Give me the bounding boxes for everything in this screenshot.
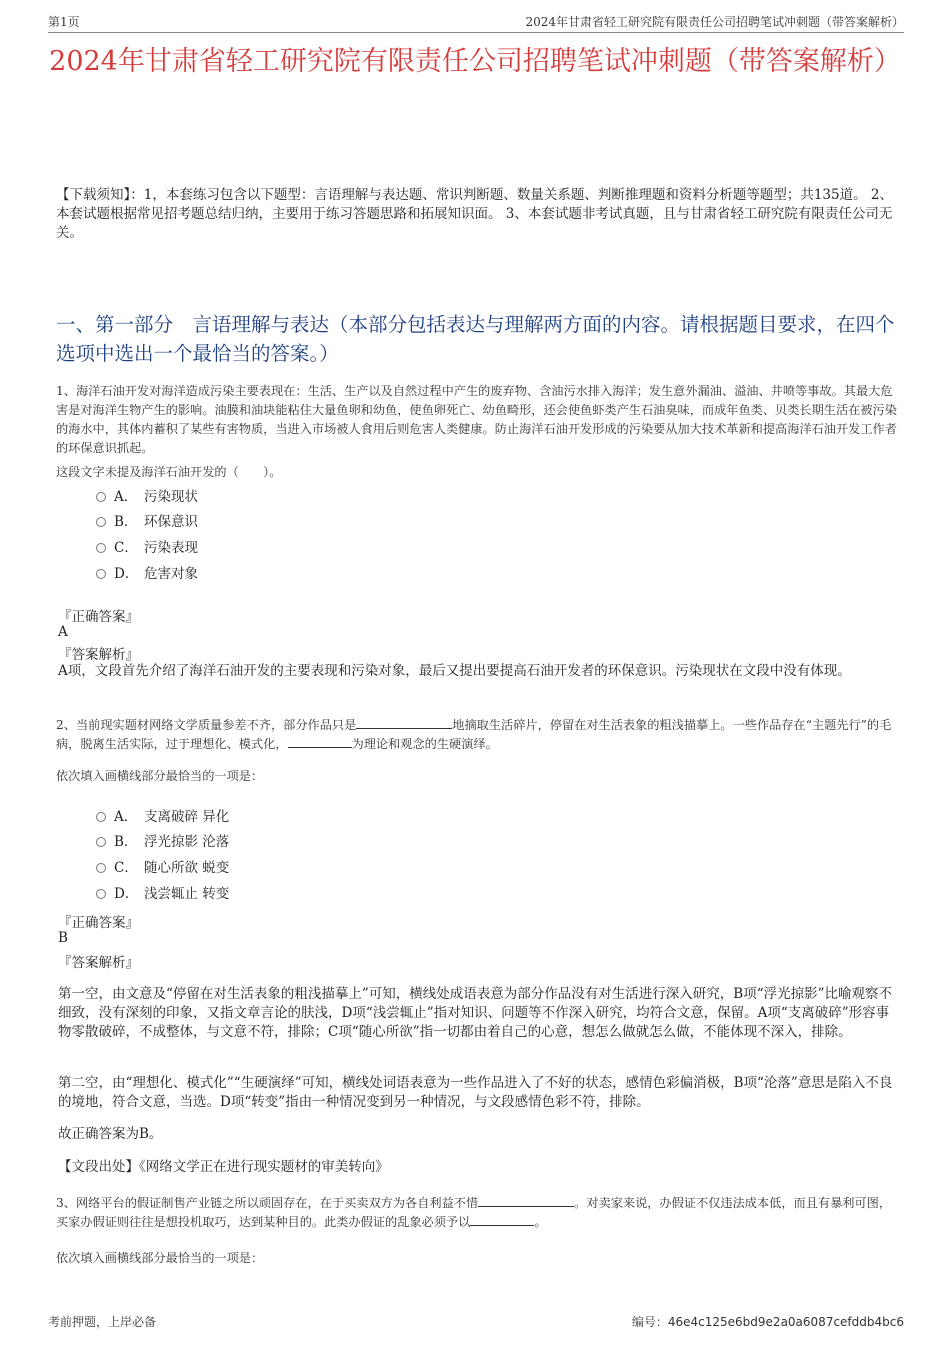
answer-blank xyxy=(470,1213,534,1226)
q1-option-c[interactable]: C． 污染表现 xyxy=(96,533,198,559)
page-title: 2024年甘肃省轻工研究院有限责任公司招聘笔试冲刺题（带答案解析） xyxy=(49,46,901,77)
q2-passage: 2、当前现实题材网络文学质量参差不齐，部分作品只是 地摘取生活碎片，停留在对生活表象的粗浅描摹上。一些作品存在“主题先行”的毛病，脱离生活实际，过于理想化、模式化， 为理论和观念的生硬演绎。 xyxy=(56,718,892,751)
q1-option-a[interactable]: A． 污染现状 xyxy=(96,482,198,508)
q2-prompt: 依次填入画横线部分最恰当的一项是： xyxy=(56,769,264,783)
q1-options xyxy=(96,482,198,584)
q2-option-b[interactable]: B． 浮光掠影 沦落 xyxy=(96,828,229,854)
radio-icon[interactable] xyxy=(96,543,106,553)
section-heading: 一、第一部分 言语理解与表达（本部分包括表达与理解两方面的内容。请根据题目要求，在四个选项中选出一个最恰当的答案。） xyxy=(56,313,895,365)
radio-icon[interactable] xyxy=(96,837,106,847)
footer-doc-code: 编号：46e4c125e6bd9e2a0a6087cefddb4bc6 xyxy=(631,1315,904,1329)
answer-blank xyxy=(288,735,352,748)
q3-prompt: 依次填入画横线部分最恰当的一项是： xyxy=(56,1251,264,1265)
q1-correct-label: 『正确答案』 xyxy=(58,609,139,625)
radio-icon[interactable] xyxy=(96,889,106,899)
q2-option-d[interactable]: D． 浅尝辄止 转变 xyxy=(96,879,229,905)
q2-analysis-label: 『答案解析』 xyxy=(58,955,139,971)
radio-icon[interactable] xyxy=(96,517,106,527)
q1-analysis-label: 『答案解析』 xyxy=(58,647,139,663)
q2-option-a[interactable]: A． 支离破碎 异化 xyxy=(96,802,229,828)
download-notice: 【下载须知】：1，本套练习包含以下题型：言语理解与表达题、常识判断题、数量关系题、判断推理题和资料分析题等题型；共135道。 2、本套试题根据常见招考题总结归纳，主要用于练习答题思路和拓展知识面。 3、本套试题非考试真题，且与甘肃省轻工研究院有限责任公司无关。 xyxy=(56,187,893,241)
footer-slogan: 考前押题，上岸必备 xyxy=(48,1315,157,1329)
q3-passage: 3、网络平台的假证制售产业链之所以顽固存在，在于买卖双方为各自利益不惜 。对卖家来说，办假证不仅违法成本低，而且有暴利可图，买家办假证则往往是想投机取巧，达到某种目的。此类办假证的乱象必须予以 。 xyxy=(56,1196,892,1229)
q1-passage: 1、海洋石油开发对海洋造成污染主要表现在：生活、生产以及自然过程中产生的废弃物、含油污水排入海洋；发生意外漏油、溢油、井喷等事故。其最大危害是对海洋生物产生的影响。油膜和油块能粘住大量鱼卵和幼鱼，使鱼卵死亡、幼鱼畸形，还会使鱼虾类产生石油臭味，而成年鱼类、贝类长期生活在被污染的海水中，其体内蓄积了某些有害物质，当进入市场被人食用后则危害人类健康。防止海洋石油开发形成的污染要从加大技术革新和提高海洋石油开发工作者的环保意识抓起。 xyxy=(56,384,897,455)
answer-blank xyxy=(356,716,452,729)
q1-answer: A xyxy=(58,624,68,640)
answer-blank xyxy=(478,1194,574,1207)
q1-option-b[interactable]: B． 环保意识 xyxy=(96,508,198,534)
header-doc-title: 2024年甘肃省轻工研究院有限责任公司招聘笔试冲刺题（带答案解析） xyxy=(525,15,904,29)
q2-options xyxy=(96,802,229,904)
q1-option-d[interactable]: D． 危害对象 xyxy=(96,559,198,585)
q2-analysis-p2: 第二空，由“理想化、模式化”“生硬演绎”可知，横线处词语表意为一些作品进入了不好的状态，感情色彩偏消极，B项“沦落”意思是陷入不良的境地，符合文意，当选。D项“转变”指由一种情况变到另一种情况，与文段感情色彩不符，排除。 xyxy=(58,1075,893,1110)
q1-question: 这段文字未提及海洋石油开发的（ ）。 xyxy=(56,465,282,479)
q1-analysis: A项，文段首先介绍了海洋石油开发的主要表现和污染对象，最后又提出要提高石油开发者的环保意识。污染现状在文段中没有体现。 xyxy=(58,663,851,679)
q2-source: 【文段出处】《网络文学正在进行现实题材的审美转向》 xyxy=(58,1159,389,1175)
q2-answer: B xyxy=(58,930,68,946)
radio-icon[interactable] xyxy=(96,812,106,822)
radio-icon[interactable] xyxy=(96,863,106,873)
q2-analysis-p1: 第一空，由文意及“停留在对生活表象的粗浅描摹上”可知，横线处成语表意为部分作品没有对生活进行深入研究，B项“浮光掠影”比喻观察不细致，没有深刻的印象，又指文章言论的肤浅，D项“浅尝辄止”指对知识、问题等不作深入研究，均符合文意，保留。A项“支离破碎”形容事物零散破碎，不成整体，与文意不符，排除；C项“随心所欲”指一切都由着自己的心意，想怎么做就怎么做，不能体现不深入，排除。 xyxy=(58,986,893,1040)
q2-analysis-conclusion: 故正确答案为B。 xyxy=(58,1126,163,1142)
q2-option-c[interactable]: C． 随心所欲 蜕变 xyxy=(96,853,229,879)
page-number: 第1页 xyxy=(48,15,80,29)
q2-correct-label: 『正确答案』 xyxy=(58,915,139,931)
radio-icon[interactable] xyxy=(96,492,106,502)
page-header xyxy=(48,10,904,33)
radio-icon[interactable] xyxy=(96,569,106,579)
